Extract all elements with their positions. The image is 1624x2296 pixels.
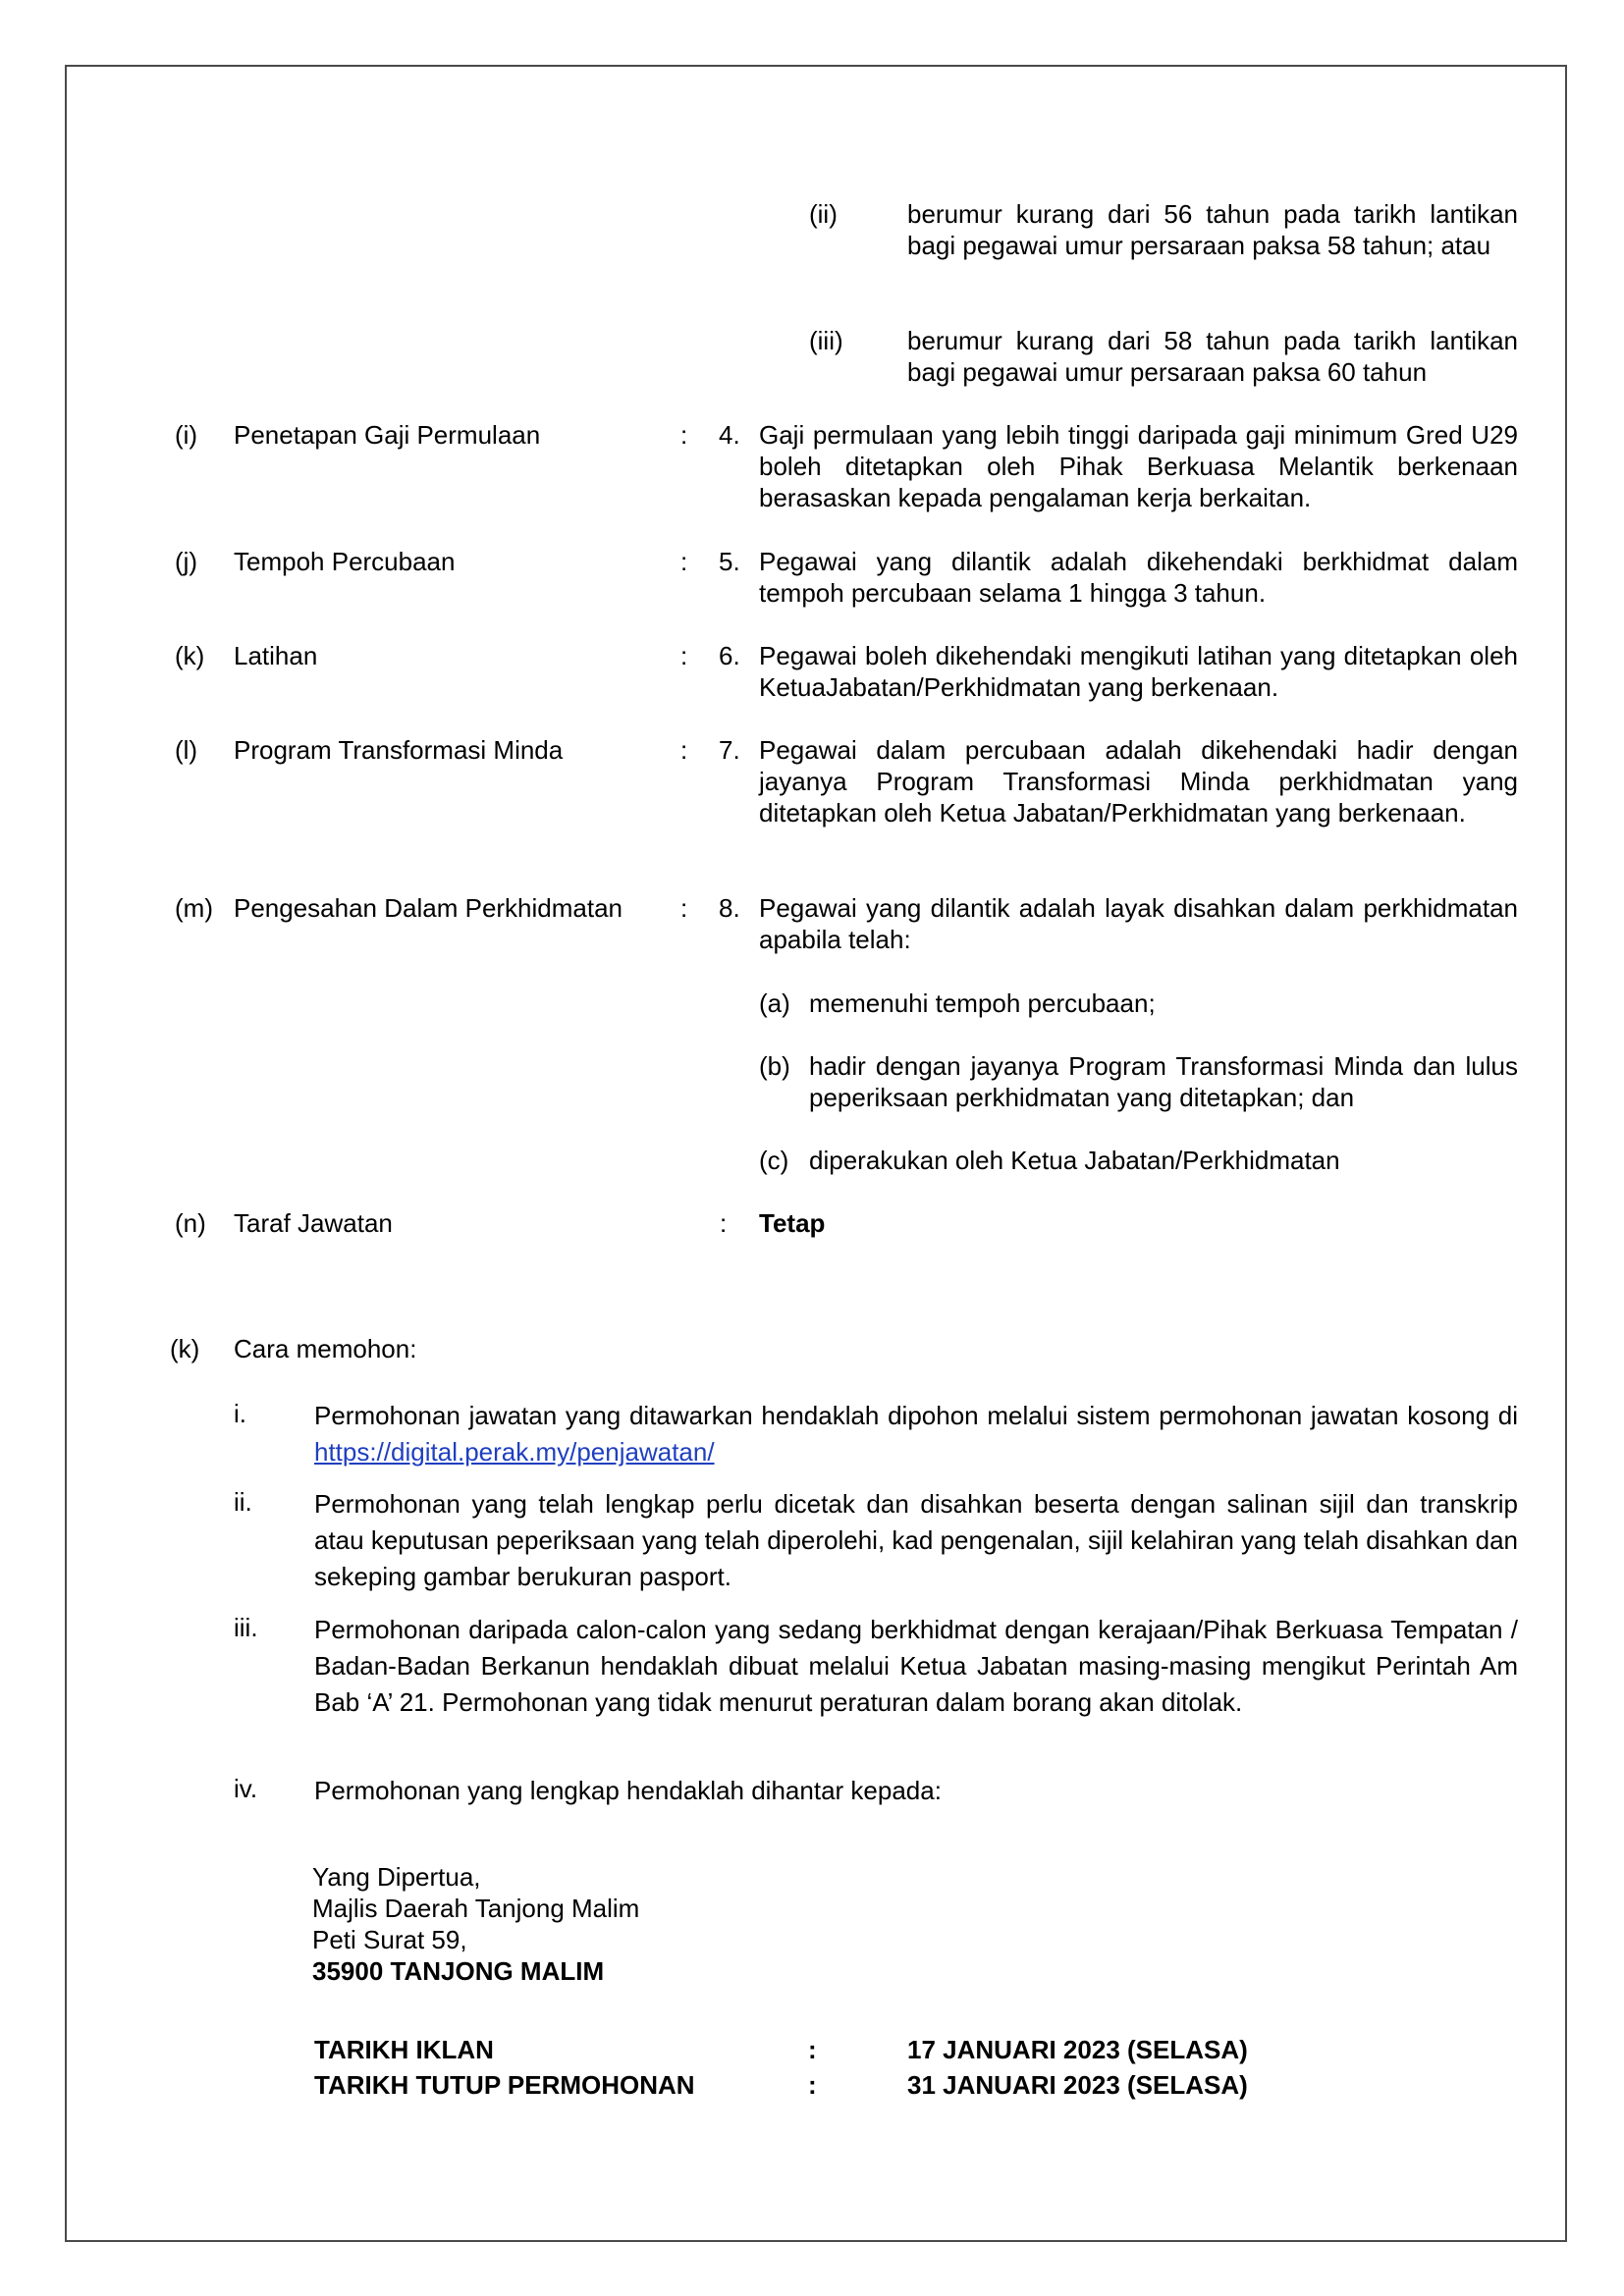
section-label: Latihan [234,641,318,670]
section-colon: : [680,735,688,765]
top-item-num: (iii) [809,326,843,355]
section-letter: (j) [175,547,198,576]
date-colon: : [808,2070,817,2100]
section-text: Pegawai yang dilantik adalah dikehendaki berkhidmat dalam tempoh percubaan selama 1 hingga 3 tahun. [759,547,1518,608]
section-colon: : [680,420,688,450]
address-line: Peti Surat 59, [312,1925,467,1954]
cara-item-text: Permohonan daripada calon-calon yang sedang berkhidmat dengan kerajaan/Pihak Berkuasa Tempatan / Badan-Badan Berkanun hendaklah dibuat melalui Ketua Jabatan masing-masing mengikut Perintah Am Bab ‘A’ 21. Permohonan yang tidak menurut peraturan dalam borang akan ditolak. [314,1615,1518,1717]
top-item-text: berumur kurang dari 56 tahun pada tarikh lantikan bagi pegawai umur persaraan paksa 58 tahun; atau [907,199,1518,260]
section-text: Pegawai boleh dikehendaki mengikuti latihan yang ditetapkan oleh KetuaJabatan/Perkhidmatan yang berkenaan. [759,641,1518,702]
section-text: Pegawai dalam percubaan adalah dikehendaki hadir dengan jayanya Program Transformasi Minda perkhidmatan yang ditetapkan oleh Ketua Jabatan/Perkhidmatan yang berkenaan. [759,735,1518,828]
section-letter: (k) [175,641,205,670]
date-colon: : [808,2035,817,2064]
date-value: 17 JANUARI 2023 (SELASA) [907,2035,1248,2064]
top-item-num: (ii) [809,199,838,229]
section-letter: (i) [175,420,198,450]
sub-item-text: diperakukan oleh Ketua Jabatan/Perkhidmatan [809,1146,1340,1175]
section-letter: (m) [175,893,213,923]
section-label: Penetapan Gaji Permulaan [234,420,541,450]
sub-item-letter: (c) [759,1146,789,1175]
section-number: 6. [719,641,740,670]
sub-item-text: hadir dengan jayanya Program Transformasi Minda dan lulus peperiksaan perkhidmatan yang ditetapkan; dan [809,1051,1518,1112]
section-letter: (n) [175,1208,206,1238]
sub-item-letter: (b) [759,1051,790,1081]
section-colon: : [680,641,688,670]
application-link[interactable]: https://digital.perak.my/penjawatan/ [314,1437,715,1467]
cara-item-num: ii. [234,1487,252,1517]
section-label: Tempoh Percubaan [234,547,456,576]
section-label: Program Transformasi Minda [234,735,564,765]
address-line: Yang Dipertua, [312,1862,481,1892]
section-text: Pegawai yang dilantik adalah layak disahkan dalam perkhidmatan apabila telah: [759,893,1518,954]
section-colon: : [680,893,688,923]
section-text: Gaji permulaan yang lebih tinggi daripada gaji minimum Gred U29 boleh ditetapkan oleh Pihak Berkuasa Melantik berkenaan berasaskan kepada pengalaman kerja berkaitan. [759,420,1518,512]
top-item-text: berumur kurang dari 58 tahun pada tarikh lantikan bagi pegawai umur persaraan paksa 60 tahun [907,326,1518,387]
section-label: Taraf Jawatan [234,1208,393,1238]
cara-item-num: i. [234,1399,246,1428]
date-value: 31 JANUARI 2023 (SELASA) [907,2070,1248,2100]
section-number: 7. [719,735,740,765]
date-label: TARIKH TUTUP PERMOHONAN [314,2070,695,2100]
section-number: 8. [719,893,740,923]
cara-item-text-body: Permohonan jawatan yang ditawarkan hendaklah dipohon melalui sistem permohonan jawatan kosong di [314,1401,1518,1430]
address-block [312,1861,639,1987]
taraf-value: Tetap [759,1208,826,1238]
cara-item-text [314,1398,1518,1470]
sub-item-text: memenuhi tempoh percubaan; [809,988,1156,1018]
sub-item-letter: (a) [759,988,790,1018]
cara-item-num: iii. [234,1613,258,1642]
cara-item-text: Permohonan yang telah lengkap perlu dicetak dan disahkan beserta dengan salinan sijil dan transkrip atau keputusan peperiksaan yang telah diperolehi, kad pengenalan, sijil kelahiran yang telah disahkan dan sekeping gambar berukuran pasport. [314,1489,1518,1591]
cara-letter: (k) [170,1334,200,1363]
cara-item-num: iv. [234,1774,258,1803]
section-number: 4. [719,420,740,450]
address-postcode: 35900 TANJONG MALIM [312,1956,605,1986]
section-label: Pengesahan Dalam Perkhidmatan [234,893,623,923]
cara-item-text: Permohonan yang lengkap hendaklah dihantar kepada: [314,1776,942,1805]
section-letter: (l) [175,735,198,765]
cara-heading: Cara memohon: [234,1334,417,1363]
date-label: TARIKH IKLAN [314,2035,494,2064]
section-colon: : [720,1208,728,1238]
section-number: 5. [719,547,740,576]
address-line: Majlis Daerah Tanjong Malim [312,1894,640,1923]
section-colon: : [680,547,688,576]
